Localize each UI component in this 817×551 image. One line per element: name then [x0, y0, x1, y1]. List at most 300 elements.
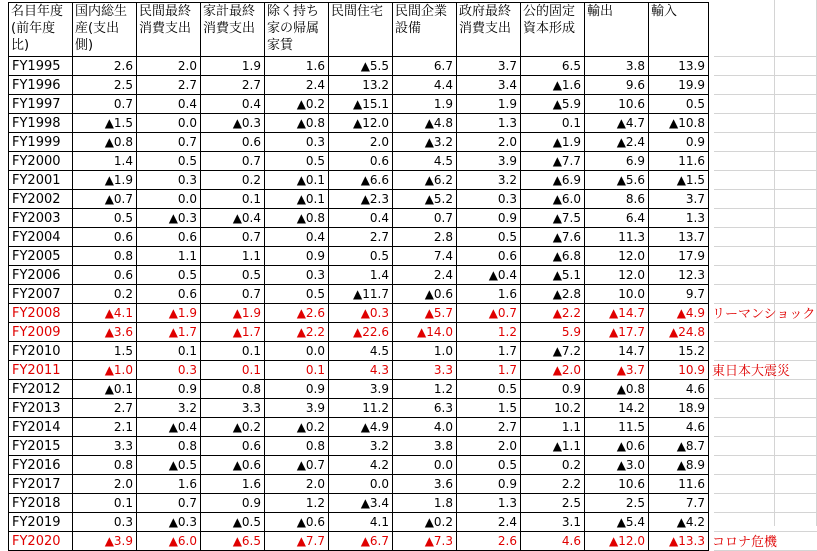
- value-cell[interactable]: 0.5: [457, 380, 521, 399]
- value-cell[interactable]: 4.6: [649, 418, 709, 437]
- value-cell[interactable]: 0.0: [137, 190, 201, 209]
- value-cell[interactable]: 0.7: [73, 95, 137, 114]
- value-cell[interactable]: 0.4: [137, 95, 201, 114]
- year-cell[interactable]: FY2007: [9, 285, 73, 304]
- value-cell[interactable]: 11.5: [585, 418, 649, 437]
- value-cell[interactable]: 0.3: [137, 361, 201, 380]
- value-cell[interactable]: 9.7: [649, 285, 709, 304]
- value-cell[interactable]: 1.2: [265, 494, 329, 513]
- value-cell[interactable]: 3.3: [393, 361, 457, 380]
- value-cell[interactable]: ▲0.8: [585, 380, 649, 399]
- value-cell[interactable]: ▲7.6: [521, 228, 585, 247]
- value-cell[interactable]: 3.6: [393, 475, 457, 494]
- value-cell[interactable]: 0.9: [265, 247, 329, 266]
- value-cell[interactable]: 11.6: [649, 152, 709, 171]
- year-cell[interactable]: FY2009: [9, 323, 73, 342]
- year-cell[interactable]: FY2018: [9, 494, 73, 513]
- value-cell[interactable]: 3.9: [265, 399, 329, 418]
- value-cell[interactable]: 0.7: [201, 285, 265, 304]
- year-cell[interactable]: FY1995: [9, 57, 73, 76]
- value-cell[interactable]: 0.3: [265, 266, 329, 285]
- value-cell[interactable]: 3.9: [457, 152, 521, 171]
- value-cell[interactable]: 6.9: [585, 152, 649, 171]
- value-cell[interactable]: ▲7.2: [521, 342, 585, 361]
- value-cell[interactable]: ▲6.6: [329, 171, 393, 190]
- value-cell[interactable]: ▲0.2: [393, 513, 457, 532]
- year-cell[interactable]: FY2011: [9, 361, 73, 380]
- value-cell[interactable]: ▲14.0: [393, 323, 457, 342]
- value-cell[interactable]: 4.4: [393, 76, 457, 95]
- value-cell[interactable]: ▲0.1: [73, 380, 137, 399]
- value-cell[interactable]: 0.6: [457, 247, 521, 266]
- value-cell[interactable]: 0.3: [137, 171, 201, 190]
- value-cell[interactable]: ▲5.1: [521, 266, 585, 285]
- year-cell[interactable]: FY2012: [9, 380, 73, 399]
- value-cell[interactable]: ▲3.0: [585, 456, 649, 475]
- value-cell[interactable]: 0.5: [649, 95, 709, 114]
- value-cell[interactable]: 12.0: [585, 247, 649, 266]
- value-cell[interactable]: 2.6: [457, 532, 521, 551]
- value-cell[interactable]: 1.5: [73, 342, 137, 361]
- value-cell[interactable]: 0.6: [73, 228, 137, 247]
- value-cell[interactable]: 11.6: [649, 475, 709, 494]
- value-cell[interactable]: 3.7: [457, 57, 521, 76]
- year-cell[interactable]: FY2013: [9, 399, 73, 418]
- value-cell[interactable]: ▲1.0: [73, 361, 137, 380]
- value-cell[interactable]: 0.7: [137, 494, 201, 513]
- value-cell[interactable]: 0.4: [329, 209, 393, 228]
- value-cell[interactable]: 0.6: [329, 152, 393, 171]
- value-cell[interactable]: 0.8: [201, 380, 265, 399]
- value-cell[interactable]: ▲0.7: [457, 304, 521, 323]
- value-cell[interactable]: 1.7: [457, 342, 521, 361]
- value-cell[interactable]: ▲15.1: [329, 95, 393, 114]
- value-cell[interactable]: 1.4: [73, 152, 137, 171]
- value-cell[interactable]: 2.2: [521, 475, 585, 494]
- value-cell[interactable]: ▲1.1: [521, 437, 585, 456]
- value-cell[interactable]: ▲0.1: [265, 190, 329, 209]
- value-cell[interactable]: 2.7: [137, 76, 201, 95]
- value-cell[interactable]: 13.7: [649, 228, 709, 247]
- value-cell[interactable]: ▲1.9: [521, 133, 585, 152]
- value-cell[interactable]: 0.5: [265, 152, 329, 171]
- value-cell[interactable]: 0.6: [73, 266, 137, 285]
- value-cell[interactable]: ▲6.7: [329, 532, 393, 551]
- year-cell[interactable]: FY2002: [9, 190, 73, 209]
- value-cell[interactable]: 1.3: [649, 209, 709, 228]
- value-cell[interactable]: 0.6: [137, 228, 201, 247]
- value-cell[interactable]: 0.1: [201, 190, 265, 209]
- value-cell[interactable]: ▲0.8: [265, 114, 329, 133]
- value-cell[interactable]: 1.5: [457, 399, 521, 418]
- value-cell[interactable]: 0.2: [521, 456, 585, 475]
- value-cell[interactable]: 2.0: [457, 437, 521, 456]
- value-cell[interactable]: 4.6: [649, 380, 709, 399]
- value-cell[interactable]: ▲2.4: [585, 133, 649, 152]
- value-cell[interactable]: ▲4.2: [649, 513, 709, 532]
- value-cell[interactable]: 17.9: [649, 247, 709, 266]
- value-cell[interactable]: 0.1: [521, 114, 585, 133]
- year-cell[interactable]: FY2010: [9, 342, 73, 361]
- year-cell[interactable]: FY2008: [9, 304, 73, 323]
- year-cell[interactable]: FY2017: [9, 475, 73, 494]
- value-cell[interactable]: 1.6: [137, 475, 201, 494]
- value-cell[interactable]: ▲4.7: [585, 114, 649, 133]
- value-cell[interactable]: 4.5: [393, 152, 457, 171]
- value-cell[interactable]: ▲2.8: [521, 285, 585, 304]
- value-cell[interactable]: 4.0: [393, 418, 457, 437]
- value-cell[interactable]: ▲1.5: [649, 171, 709, 190]
- value-cell[interactable]: ▲0.4: [137, 418, 201, 437]
- value-cell[interactable]: 0.6: [201, 133, 265, 152]
- value-cell[interactable]: ▲0.6: [265, 513, 329, 532]
- value-cell[interactable]: ▲24.8: [649, 323, 709, 342]
- value-cell[interactable]: 1.4: [329, 266, 393, 285]
- value-cell[interactable]: 2.7: [201, 76, 265, 95]
- value-cell[interactable]: ▲4.9: [329, 418, 393, 437]
- value-cell[interactable]: 4.1: [329, 513, 393, 532]
- value-cell[interactable]: ▲1.7: [137, 323, 201, 342]
- value-cell[interactable]: ▲0.7: [73, 190, 137, 209]
- value-cell[interactable]: 2.5: [73, 76, 137, 95]
- value-cell[interactable]: 1.9: [393, 95, 457, 114]
- value-cell[interactable]: 0.5: [137, 152, 201, 171]
- value-cell[interactable]: 3.8: [393, 437, 457, 456]
- value-cell[interactable]: ▲6.0: [521, 190, 585, 209]
- value-cell[interactable]: 0.5: [73, 209, 137, 228]
- value-cell[interactable]: ▲8.9: [649, 456, 709, 475]
- value-cell[interactable]: 1.1: [137, 247, 201, 266]
- value-cell[interactable]: ▲0.8: [265, 209, 329, 228]
- column-header[interactable]: 民間企業設備: [393, 3, 457, 57]
- value-cell[interactable]: 4.2: [329, 456, 393, 475]
- value-cell[interactable]: ▲13.3: [649, 532, 709, 551]
- value-cell[interactable]: 0.9: [457, 475, 521, 494]
- value-cell[interactable]: 6.7: [393, 57, 457, 76]
- value-cell[interactable]: ▲6.8: [521, 247, 585, 266]
- value-cell[interactable]: 0.7: [137, 133, 201, 152]
- column-header[interactable]: 民間住宅: [329, 3, 393, 57]
- value-cell[interactable]: ▲0.2: [265, 95, 329, 114]
- value-cell[interactable]: ▲0.5: [201, 513, 265, 532]
- value-cell[interactable]: ▲10.8: [649, 114, 709, 133]
- value-cell[interactable]: 2.0: [329, 133, 393, 152]
- value-cell[interactable]: ▲3.9: [73, 532, 137, 551]
- year-cell[interactable]: FY2005: [9, 247, 73, 266]
- column-header[interactable]: 国内総生産(支出側): [73, 3, 137, 57]
- value-cell[interactable]: ▲0.3: [137, 513, 201, 532]
- value-cell[interactable]: 0.1: [137, 342, 201, 361]
- value-cell[interactable]: 0.9: [265, 380, 329, 399]
- value-cell[interactable]: 12.0: [585, 266, 649, 285]
- table-row: [9, 209, 709, 228]
- value-cell[interactable]: 0.4: [201, 95, 265, 114]
- value-cell[interactable]: 2.1: [73, 418, 137, 437]
- value-cell[interactable]: 2.0: [265, 475, 329, 494]
- value-cell[interactable]: ▲0.5: [137, 456, 201, 475]
- value-cell[interactable]: ▲17.7: [585, 323, 649, 342]
- value-cell[interactable]: 0.5: [457, 456, 521, 475]
- value-cell[interactable]: 5.9: [521, 323, 585, 342]
- year-cell[interactable]: FY2001: [9, 171, 73, 190]
- value-cell[interactable]: 19.9: [649, 76, 709, 95]
- value-cell[interactable]: 0.5: [457, 228, 521, 247]
- value-cell[interactable]: 1.1: [521, 418, 585, 437]
- column-header[interactable]: 名目年度(前年度比): [9, 3, 73, 57]
- value-cell[interactable]: 1.3: [457, 114, 521, 133]
- year-cell[interactable]: FY2016: [9, 456, 73, 475]
- value-cell[interactable]: ▲3.4: [329, 494, 393, 513]
- value-cell[interactable]: ▲12.0: [585, 532, 649, 551]
- value-cell[interactable]: 0.6: [201, 437, 265, 456]
- value-cell[interactable]: 2.5: [521, 494, 585, 513]
- column-header[interactable]: 民間最終消費支出: [137, 3, 201, 57]
- value-cell[interactable]: 3.2: [329, 437, 393, 456]
- column-header[interactable]: 家計最終消費支出: [201, 3, 265, 57]
- value-cell[interactable]: ▲12.0: [329, 114, 393, 133]
- value-cell[interactable]: 0.2: [201, 171, 265, 190]
- value-cell[interactable]: 0.1: [201, 342, 265, 361]
- value-cell[interactable]: ▲7.7: [521, 152, 585, 171]
- value-cell[interactable]: ▲2.2: [521, 304, 585, 323]
- value-cell[interactable]: ▲6.5: [201, 532, 265, 551]
- value-cell[interactable]: 6.4: [585, 209, 649, 228]
- value-cell[interactable]: ▲3.6: [73, 323, 137, 342]
- value-cell[interactable]: ▲0.3: [137, 209, 201, 228]
- year-cell[interactable]: FY2004: [9, 228, 73, 247]
- year-cell[interactable]: FY2019: [9, 513, 73, 532]
- value-cell[interactable]: 1.6: [265, 57, 329, 76]
- value-cell[interactable]: ▲4.9: [649, 304, 709, 323]
- value-cell[interactable]: 0.7: [201, 152, 265, 171]
- year-cell[interactable]: FY2014: [9, 418, 73, 437]
- value-cell[interactable]: 3.8: [585, 57, 649, 76]
- value-cell[interactable]: 8.6: [585, 190, 649, 209]
- value-cell[interactable]: ▲6.2: [393, 171, 457, 190]
- year-cell[interactable]: FY1996: [9, 76, 73, 95]
- value-cell[interactable]: 2.6: [73, 57, 137, 76]
- value-cell[interactable]: ▲22.6: [329, 323, 393, 342]
- value-cell[interactable]: 1.8: [393, 494, 457, 513]
- value-cell[interactable]: 1.2: [393, 380, 457, 399]
- value-cell[interactable]: 3.3: [201, 399, 265, 418]
- value-cell[interactable]: 4.5: [329, 342, 393, 361]
- value-cell[interactable]: ▲6.0: [137, 532, 201, 551]
- value-cell[interactable]: 3.1: [521, 513, 585, 532]
- value-cell[interactable]: ▲7.3: [393, 532, 457, 551]
- value-cell[interactable]: ▲0.6: [585, 437, 649, 456]
- value-cell[interactable]: 0.4: [265, 228, 329, 247]
- value-cell[interactable]: ▲6.9: [521, 171, 585, 190]
- value-cell[interactable]: 14.7: [585, 342, 649, 361]
- value-cell[interactable]: 6.5: [521, 57, 585, 76]
- value-cell[interactable]: ▲0.3: [329, 304, 393, 323]
- value-cell[interactable]: 2.7: [329, 228, 393, 247]
- value-cell[interactable]: 0.8: [73, 456, 137, 475]
- value-cell[interactable]: 2.8: [393, 228, 457, 247]
- value-cell[interactable]: 0.5: [329, 247, 393, 266]
- value-cell[interactable]: 0.0: [265, 342, 329, 361]
- value-cell[interactable]: ▲5.6: [585, 171, 649, 190]
- value-cell[interactable]: 7.4: [393, 247, 457, 266]
- value-cell[interactable]: 0.3: [457, 190, 521, 209]
- value-cell[interactable]: 4.3: [329, 361, 393, 380]
- value-cell[interactable]: ▲2.0: [521, 361, 585, 380]
- value-cell[interactable]: 2.0: [73, 475, 137, 494]
- value-cell[interactable]: 0.3: [265, 133, 329, 152]
- value-cell[interactable]: ▲7.5: [521, 209, 585, 228]
- value-cell[interactable]: 0.9: [201, 494, 265, 513]
- value-cell[interactable]: ▲0.7: [265, 456, 329, 475]
- year-cell[interactable]: FY1999: [9, 133, 73, 152]
- column-header[interactable]: 輸入: [649, 3, 709, 57]
- column-header[interactable]: 除く持ち家の帰属家賃: [265, 3, 329, 57]
- value-cell[interactable]: 10.2: [521, 399, 585, 418]
- value-cell[interactable]: ▲0.8: [73, 133, 137, 152]
- value-cell[interactable]: ▲0.1: [265, 171, 329, 190]
- value-cell[interactable]: 3.4: [457, 76, 521, 95]
- value-cell[interactable]: 11.2: [329, 399, 393, 418]
- value-cell[interactable]: 0.7: [393, 209, 457, 228]
- year-cell[interactable]: FY1998: [9, 114, 73, 133]
- value-cell[interactable]: 2.4: [393, 266, 457, 285]
- column-header[interactable]: 輸出: [585, 3, 649, 57]
- value-cell[interactable]: 13.9: [649, 57, 709, 76]
- value-cell[interactable]: ▲1.6: [521, 76, 585, 95]
- year-cell[interactable]: FY2020: [9, 532, 73, 551]
- value-cell[interactable]: 0.6: [137, 285, 201, 304]
- value-cell[interactable]: 0.0: [137, 114, 201, 133]
- value-cell[interactable]: ▲2.3: [329, 190, 393, 209]
- value-cell[interactable]: 3.2: [457, 171, 521, 190]
- value-cell[interactable]: 3.9: [329, 380, 393, 399]
- value-cell[interactable]: 2.7: [73, 399, 137, 418]
- value-cell[interactable]: ▲0.6: [201, 456, 265, 475]
- value-cell[interactable]: 2.5: [585, 494, 649, 513]
- value-cell[interactable]: ▲0.3: [201, 114, 265, 133]
- value-cell[interactable]: ▲1.5: [73, 114, 137, 133]
- value-cell[interactable]: 0.0: [329, 475, 393, 494]
- value-cell[interactable]: 18.9: [649, 399, 709, 418]
- value-cell[interactable]: 2.4: [265, 76, 329, 95]
- value-cell[interactable]: ▲1.9: [201, 304, 265, 323]
- column-header[interactable]: 政府最終消費支出: [457, 3, 521, 57]
- value-cell[interactable]: ▲0.4: [201, 209, 265, 228]
- value-cell[interactable]: 0.5: [265, 285, 329, 304]
- value-cell[interactable]: 1.3: [457, 494, 521, 513]
- value-cell[interactable]: 0.8: [137, 437, 201, 456]
- table-row: [9, 76, 709, 95]
- value-cell[interactable]: 0.9: [521, 380, 585, 399]
- value-cell[interactable]: ▲5.4: [585, 513, 649, 532]
- value-cell[interactable]: ▲14.7: [585, 304, 649, 323]
- value-cell[interactable]: 0.7: [201, 228, 265, 247]
- value-cell[interactable]: 1.9: [201, 57, 265, 76]
- year-cell[interactable]: FY2003: [9, 209, 73, 228]
- value-cell[interactable]: ▲5.5: [329, 57, 393, 76]
- value-cell[interactable]: 12.3: [649, 266, 709, 285]
- year-cell[interactable]: FY2000: [9, 152, 73, 171]
- value-cell[interactable]: ▲1.7: [201, 323, 265, 342]
- value-cell[interactable]: 0.8: [265, 437, 329, 456]
- value-cell[interactable]: ▲11.7: [329, 285, 393, 304]
- value-cell[interactable]: ▲2.6: [265, 304, 329, 323]
- value-cell[interactable]: 1.7: [457, 361, 521, 380]
- value-cell[interactable]: 3.2: [137, 399, 201, 418]
- value-cell[interactable]: ▲4.1: [73, 304, 137, 323]
- value-cell[interactable]: 10.9: [649, 361, 709, 380]
- value-cell[interactable]: ▲7.7: [265, 532, 329, 551]
- value-cell[interactable]: 1.9: [457, 95, 521, 114]
- value-cell[interactable]: 0.2: [73, 285, 137, 304]
- value-cell[interactable]: 0.9: [649, 133, 709, 152]
- value-cell[interactable]: 2.0: [457, 133, 521, 152]
- value-cell[interactable]: 0.8: [73, 247, 137, 266]
- value-cell[interactable]: 3.3: [73, 437, 137, 456]
- value-cell[interactable]: ▲8.7: [649, 437, 709, 456]
- value-cell[interactable]: 1.1: [201, 247, 265, 266]
- value-cell[interactable]: 1.2: [457, 323, 521, 342]
- value-cell[interactable]: 0.5: [137, 266, 201, 285]
- value-cell[interactable]: ▲4.8: [393, 114, 457, 133]
- column-header[interactable]: 公的固定資本形成: [521, 3, 585, 57]
- value-cell[interactable]: 10.6: [585, 95, 649, 114]
- value-cell[interactable]: 0.3: [73, 513, 137, 532]
- value-cell[interactable]: 1.0: [393, 342, 457, 361]
- value-cell[interactable]: ▲2.2: [265, 323, 329, 342]
- value-cell[interactable]: ▲3.2: [393, 133, 457, 152]
- value-cell[interactable]: 14.2: [585, 399, 649, 418]
- value-cell[interactable]: 0.5: [201, 266, 265, 285]
- value-cell[interactable]: 2.0: [137, 57, 201, 76]
- value-cell[interactable]: ▲0.6: [393, 285, 457, 304]
- value-cell[interactable]: 3.7: [649, 190, 709, 209]
- value-cell[interactable]: 0.1: [201, 361, 265, 380]
- value-cell[interactable]: 1.6: [201, 475, 265, 494]
- value-cell[interactable]: ▲0.4: [457, 266, 521, 285]
- value-cell[interactable]: ▲5.2: [393, 190, 457, 209]
- value-cell[interactable]: ▲3.7: [585, 361, 649, 380]
- value-cell[interactable]: ▲5.9: [521, 95, 585, 114]
- value-cell[interactable]: 13.2: [329, 76, 393, 95]
- value-cell[interactable]: 0.0: [393, 456, 457, 475]
- value-cell[interactable]: 0.1: [73, 494, 137, 513]
- value-cell[interactable]: 2.4: [457, 513, 521, 532]
- value-cell[interactable]: 0.9: [457, 209, 521, 228]
- value-cell[interactable]: 7.7: [649, 494, 709, 513]
- value-cell[interactable]: 2.7: [457, 418, 521, 437]
- value-cell[interactable]: 4.6: [521, 532, 585, 551]
- value-cell[interactable]: 11.3: [585, 228, 649, 247]
- value-cell[interactable]: 15.2: [649, 342, 709, 361]
- table-row: [9, 114, 709, 133]
- value-cell[interactable]: 9.6: [585, 76, 649, 95]
- value-cell[interactable]: 10.6: [585, 475, 649, 494]
- year-cell[interactable]: FY1997: [9, 95, 73, 114]
- year-cell[interactable]: FY2015: [9, 437, 73, 456]
- value-cell[interactable]: 10.0: [585, 285, 649, 304]
- value-cell[interactable]: 6.3: [393, 399, 457, 418]
- value-cell[interactable]: ▲0.2: [265, 418, 329, 437]
- year-cell[interactable]: FY2006: [9, 266, 73, 285]
- value-cell[interactable]: ▲1.9: [73, 171, 137, 190]
- value-cell[interactable]: ▲1.9: [137, 304, 201, 323]
- value-cell[interactable]: 0.9: [137, 380, 201, 399]
- value-cell[interactable]: 1.6: [457, 285, 521, 304]
- value-cell[interactable]: ▲0.2: [201, 418, 265, 437]
- value-cell[interactable]: ▲5.7: [393, 304, 457, 323]
- value-cell[interactable]: 0.1: [265, 361, 329, 380]
